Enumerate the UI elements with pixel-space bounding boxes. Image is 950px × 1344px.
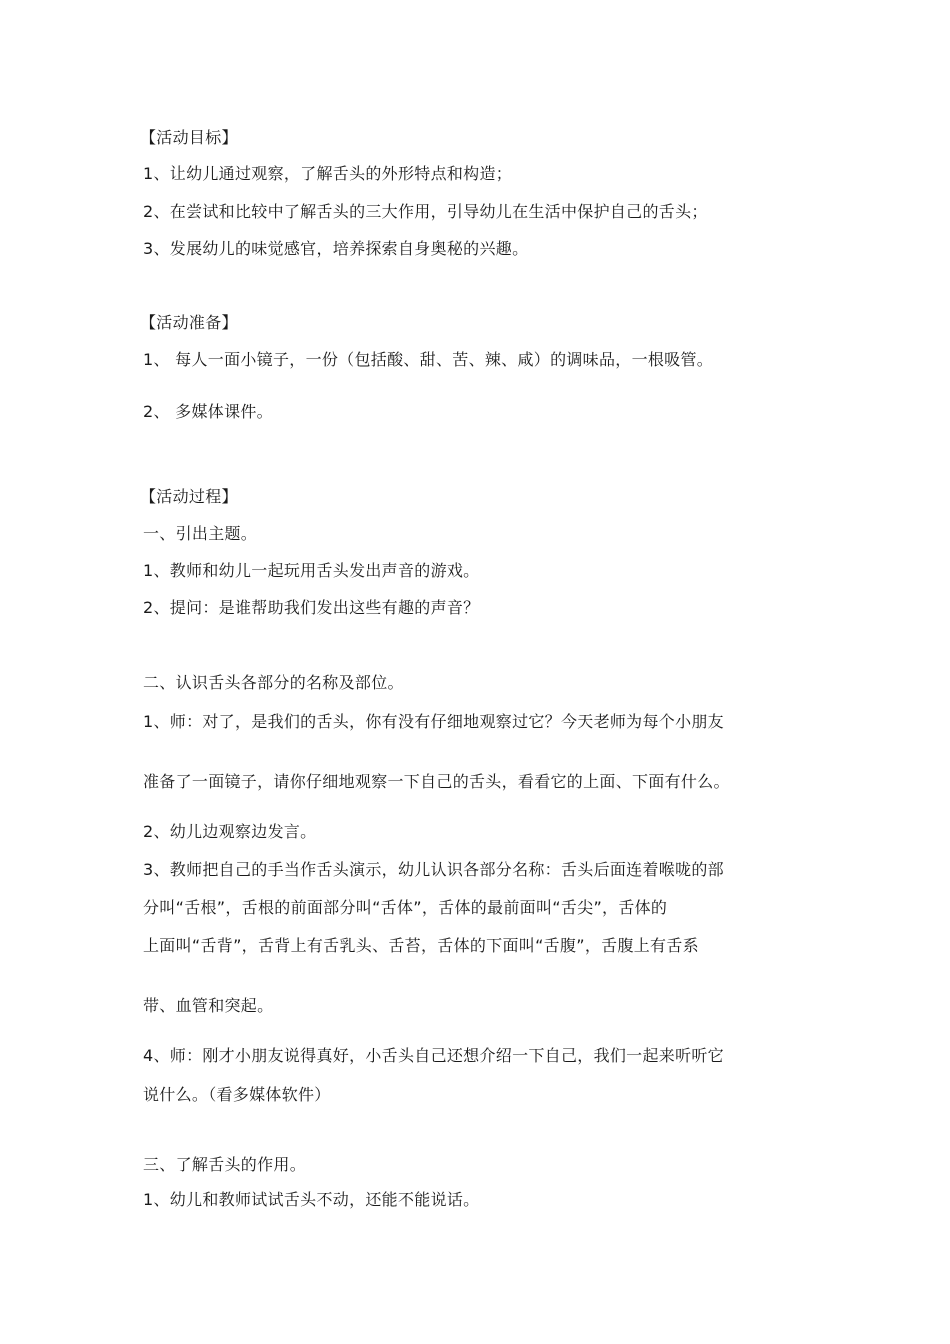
process-part2-line-3: 2、幼儿边观察边发言。 (143, 822, 317, 841)
process-part3-title: 三、了解舌头的作用。 (143, 1155, 307, 1174)
process-part2-line-6: 上面叫“舌背”，舌背上有舌乳头、舌苔，舌体的下面叫“舌腹”，舌腹上有舌系 (143, 936, 699, 955)
process-part2-line-5: 分叫“舌根”，舌根的前面部分叫“舌体”，舌体的最前面叫“舌尖”，舌体的 (143, 898, 668, 917)
preparation-item-2: 2、 多媒体课件。 (143, 402, 273, 421)
preparation-item-1: 1、 每人一面小镜子，一份（包括酸、甜、苦、辣、咸）的调味品，一根吸管。 (143, 350, 714, 369)
process-part2-line-9: 说什么。（看多媒体软件） (143, 1085, 331, 1104)
process-part1-item-1: 1、教师和幼儿一起玩用舌头发出声音的游戏。 (143, 561, 480, 580)
goal-item-3: 3、发展幼儿的味觉感官，培养探索自身奥秘的兴趣。 (143, 239, 529, 258)
process-heading: 【活动过程】 (140, 487, 238, 506)
process-part2-line-2: 准备了一面镜子，请你仔细地观察一下自己的舌头，看看它的上面、下面有什么。 (143, 772, 730, 791)
process-part3-item-1: 1、幼儿和教师试试舌头不动，还能不能说话。 (143, 1190, 480, 1209)
process-part2-line-7: 带、血管和突起。 (143, 996, 274, 1015)
process-part2-line-1: 1、师：对了，是我们的舌头，你有没有仔细地观察过它？今天老师为每个小朋友 (143, 712, 724, 731)
process-part2-title: 二、认识舌头各部分的名称及部位。 (143, 673, 404, 692)
process-part1-item-2: 2、提问：是谁帮助我们发出这些有趣的声音？ (143, 598, 480, 617)
process-part2-line-8: 4、师：刚才小朋友说得真好，小舌头自己还想介绍一下自己，我们一起来听听它 (143, 1046, 724, 1065)
preparation-heading: 【活动准备】 (140, 313, 238, 332)
process-part1-title: 一、引出主题。 (143, 524, 258, 543)
process-part2-line-4: 3、教师把自己的手当作舌头演示，幼儿认识各部分名称：舌头后面连着喉咙的部 (143, 860, 724, 879)
goals-heading: 【活动目标】 (140, 128, 238, 147)
goal-item-2: 2、在尝试和比较中了解舌头的三大作用，引导幼儿在生活中保护自己的舌头； (143, 202, 708, 221)
goal-item-1: 1、让幼儿通过观察，了解舌头的外形特点和构造； (143, 164, 513, 183)
